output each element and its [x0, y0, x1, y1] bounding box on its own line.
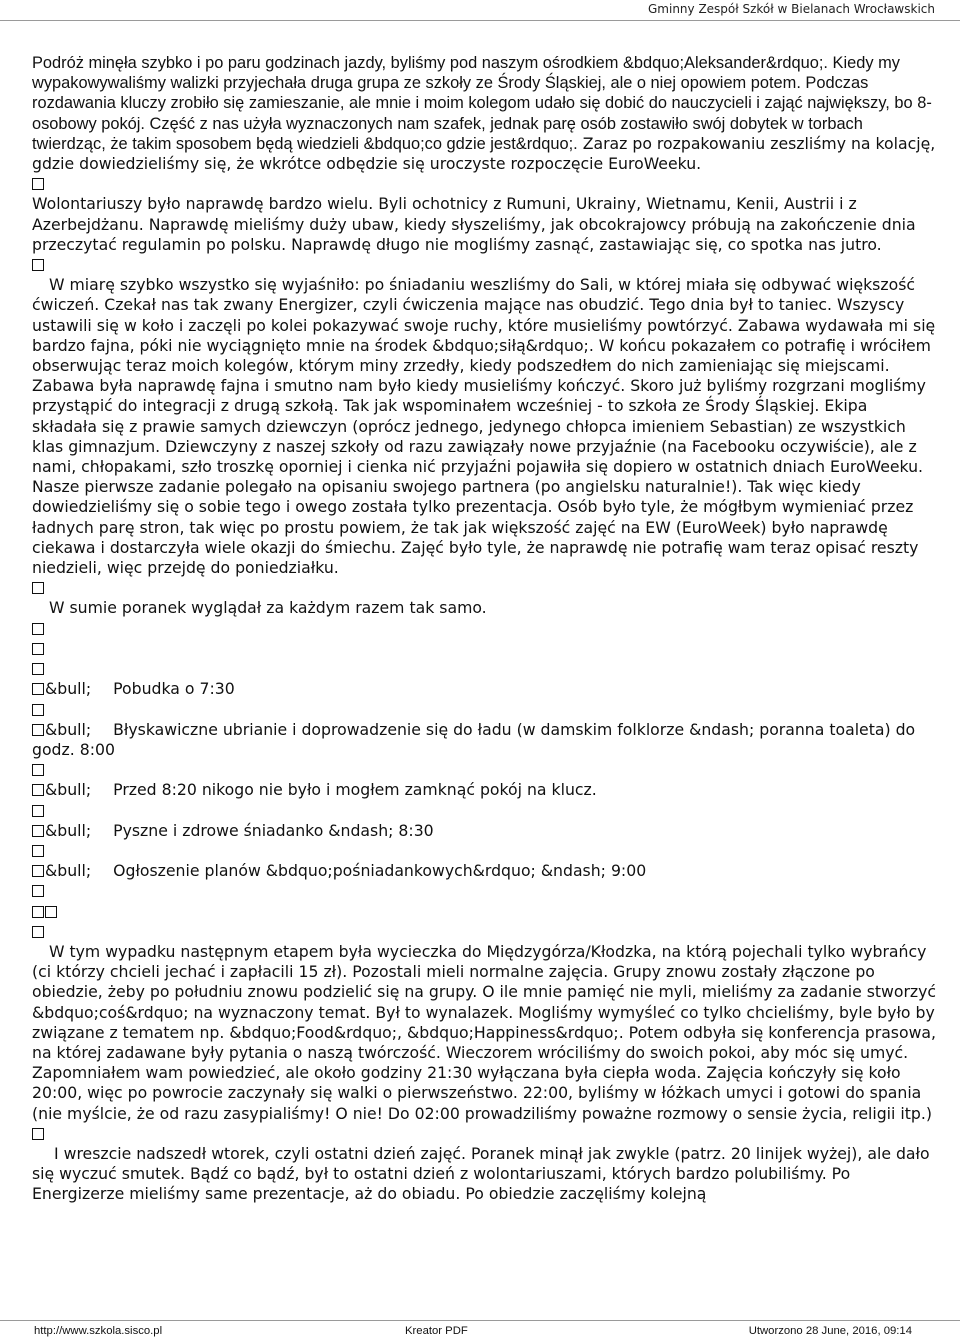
- missing-glyph-icon: [32, 724, 44, 736]
- placeholder-line: [32, 801, 937, 821]
- paragraph-arrival: [32, 53, 937, 174]
- missing-glyph-icon: [32, 825, 44, 837]
- missing-glyph-icon: [32, 683, 44, 695]
- placeholder-line: [32, 255, 937, 275]
- schedule-item-text: Ogłoszenie planów &bdquo;pośniadankowych&rdquo; &ndash; 9:00: [113, 861, 647, 881]
- schedule-item: [32, 720, 937, 760]
- missing-glyph-icon: [32, 1128, 44, 1140]
- placeholder-line: [32, 902, 937, 922]
- paragraph-day-one-text: W miarę szybko wszystko się wyjaśniło: po śniadaniu weszliśmy do Sali, w której miała się odbywać większość ćwiczeń. Czekał nas tak zwany Energizer, czyli ćwiczenia mające nas obudzić. Tego dnia był to taniec. Wszyscy ustawili się w koło i zaczęli po kolei pokazywać swoje ruchy, które musieliśmy powtórzyć. Zabawa wydawała mi się bardzo fajna, póki nie wyciągnięto mnie na środek &bdquo;siłą&rdquo;. W końcu pokazałem co potrafię i wróciłem obserwując teraz moich kolegów, którym miny zrzedły, kiedy podszedłem do nich zamieniając się miejscami. Zabawa była naprawdę fajna i smutno nam było kiedy musieliśmy kończyć. Skoro już byliśmy rozgrzani mogliśmy przystąpić do integracji z drugą szkołą. Tak jak wspominałem wcześniej - to szkoła ze Środy Śląskiej. Ekipa składała się z prawie samych dziewczyn (oprócz jednego, jedynego chłopca imieniem Sebastian) ze wszystkich klas gimnazjum. Dziewczyny z naszej szkoły od razu zawiązały nowe przyjaźnie (na Facebooku oczywiście), ale z nami, chłopakami, szło troszkę oporniej i cienka nić przyjaźni pojawiła się dopiero w ostatnich dniach EuroWeeku. Nasze pierwsze zadanie polegało na opisaniu swojego partnera (po angielsku naturalnie!). Tak więc kiedy dowiedzieliśmy się o sobie tego i owego została tylko prezentacja. Osób było tyle, że mógłbym wymieniać przez ładnych parę stron, tak więc po prostu powiem, że tak jak większość zajęć na EW (EuroWeek) było naprawdę ciekawa i dostarczyła wiele okazji do śmiechu. Zajęć było tyle, że naprawdę nie potrafię wam teraz opisać reszty niedzieli, więc przejdę do poniedziałku.: [32, 275, 936, 578]
- bullet-marker: &bull;: [45, 719, 92, 739]
- paragraph-tuesday: [32, 1144, 937, 1205]
- placeholder-line: [32, 619, 937, 639]
- placeholder-line: [32, 578, 937, 598]
- schedule-item-text: Pyszne i zdrowe śniadanko &ndash; 8:30: [113, 820, 434, 840]
- bullet-marker: &bull;: [45, 861, 92, 881]
- missing-glyph-icon: [32, 885, 44, 897]
- placeholder-line: [32, 841, 937, 861]
- schedule-item: [32, 821, 937, 841]
- placeholder-line: [32, 760, 937, 780]
- paragraph-tuesday-text: I wreszcie nadszedł wtorek, czyli ostatni dzień zajęć. Poranek minął jak zwykle (patrz. 20 linijek wyżej), ale dało się wyczuć smutek. Bądź co bądź, był to ostatni dzień z wolontariuszami, których bardzo polubiliśmy. Po Energizerze mieliśmy same prezentacje, aż do obiadu. Po obiedzie zaczęliśmy kolejną: [32, 1143, 930, 1204]
- footer-creator: Kreator PDF: [405, 1325, 468, 1337]
- missing-glyph-icon: [32, 623, 44, 635]
- placeholder-line: [32, 700, 937, 720]
- missing-glyph-icon: [32, 663, 44, 675]
- schedule-item: [32, 861, 937, 881]
- page-footer: [0, 1320, 960, 1341]
- paragraph-morning-intro-text: W sumie poranek wyglądał za każdym razem tak samo.: [49, 598, 487, 618]
- bullet-marker: &bull;: [45, 820, 92, 840]
- schedule-item-text: Błyskawiczne ubrianie i doprowadzenie się do ładu (w damskim folklorze &ndash; poranna toaleta) do godz. 8:00: [32, 719, 916, 759]
- missing-glyph-icon: [32, 582, 44, 594]
- placeholder-line: [32, 1124, 937, 1144]
- paragraph-day-one: [32, 275, 937, 578]
- bullet-marker: &bull;: [45, 780, 92, 800]
- missing-glyph-icon: [32, 259, 44, 271]
- missing-glyph-icon: [32, 643, 44, 655]
- missing-glyph-icon: [32, 845, 44, 857]
- placeholder-line: [32, 174, 937, 194]
- missing-glyph-icon: [45, 906, 57, 918]
- paragraph-arrival-part2: Zaraz po rozpakowaniu zeszliśmy na kolację, gdzie dowiedzieliśmy się, że wkrótce odbędzie się uroczyste rozpoczęcie EuroWeeku.: [32, 133, 936, 174]
- footer-url: http://www.szkola.sisco.pl: [34, 1325, 163, 1337]
- schedule-item-text: Przed 8:20 nikogo nie było i mogłem zamknąć pokój na klucz.: [113, 780, 597, 800]
- missing-glyph-icon: [32, 906, 44, 918]
- school-name-header: Gminny Zespół Szkół w Bielanach Wrocławskich: [648, 2, 935, 16]
- placeholder-line: [32, 659, 937, 679]
- placeholder-line: [32, 922, 937, 942]
- placeholder-line: [32, 881, 937, 901]
- missing-glyph-icon: [32, 764, 44, 776]
- paragraph-monday-text: W tym wypadku następnym etapem była wycieczka do Międzygórza/Kłodzka, na którą pojechali tylko wybrańcy (ci którzy chcieli jechać i zapłacili 15 zł). Pozostali mieli normalne zajęcia. Grupy znowu zostały złączone po obiedzie, żeby po południu znowu podzielić się na grupy. O ile mnie pamięć nie myli, mieliśmy za zadanie stworzyć &bdquo;coś&rdquo; na wyznaczony temat. Był to wynalazek. Mogliśmy wymyśleć co tylko chcieliśmy, byle było by związane z tematem np. &bdquo;Food&rdquo;, &bdquo;Happiness&rdquo;. Potem odbyła się konferencja prasowa, na której zadawane były pytania o naszą twórczość. Wieczorem wróciliśmy do swoich pokoi, aby móc się umyć. Zapomniałem wam powiedzieć, ale około godziny 21:30 wyłączana była ciepła woda. Zajęcia kończyły się koło 20:00, więc po powrocie zaczynały się walki o pierwszeństwo. 22:00, byliśmy w łóżkach umyci i gotowi do spania (nie myślcie, że od razu zasypialiśmy! O nie! Do 02:00 prowadziliśmy poważne rozmowy o sensie życia, religii itp.): [32, 941, 937, 1123]
- schedule-item: [32, 679, 937, 699]
- placeholder-line: [32, 639, 937, 659]
- paragraph-volunteers: Wolontariuszy było naprawdę bardzo wielu. Byli ochotnicy z Rumuni, Ukrainy, Wietnamu, Kenii, Austrii i z Azerbejdżanu. Naprawdę mieliśmy duży ubaw, kiedy słyszeliśmy, jak obcokrajowcy próbują na zakończenie dnia przeczytać regulamin po polsku. Naprawdę długo nie mogliśmy zasnąć, zastawiając się, co spotka nas jutro.: [32, 194, 916, 254]
- schedule-item: [32, 780, 937, 800]
- paragraph-monday: [32, 942, 937, 1124]
- paragraph-morning-intro: [32, 598, 937, 618]
- missing-glyph-icon: [32, 178, 44, 190]
- missing-glyph-icon: [32, 784, 44, 796]
- article-body: [32, 53, 937, 1205]
- missing-glyph-icon: [32, 805, 44, 817]
- paragraph-arrival-part1: Podróż minęła szybko i po paru godzinach jazdy, byliśmy pod naszym ośrodkiem &bdquo;Aleksander&rdquo;. Kiedy my wypakowywaliśmy walizki przyjechała druga grupa ze szkoły ze Środy Śląskiej, ale o niej opowiem potem. Podczas rozdawania kluczy zrobiło się zamieszanie, ale mnie i moim kolegom udało się dobić do nauczycieli i zająć największy, bo 8-osobowy pokój. Część z nas użyła wyznaczonych nam szafek, jednak parę osób zostawiło swój dobytek w torbach twierdząc, że takim sposobem będą wiedzieli &bdquo;co gdzie jest&rdquo;.: [32, 54, 932, 153]
- bullet-marker: &bull;: [45, 679, 92, 699]
- schedule-item-text: Pobudka o 7:30: [113, 679, 235, 699]
- footer-created-date: Utworzono 28 June, 2016, 09:14: [748, 1325, 912, 1337]
- page-header: [0, 0, 960, 21]
- missing-glyph-icon: [32, 926, 44, 938]
- missing-glyph-icon: [32, 865, 44, 877]
- missing-glyph-icon: [32, 704, 44, 716]
